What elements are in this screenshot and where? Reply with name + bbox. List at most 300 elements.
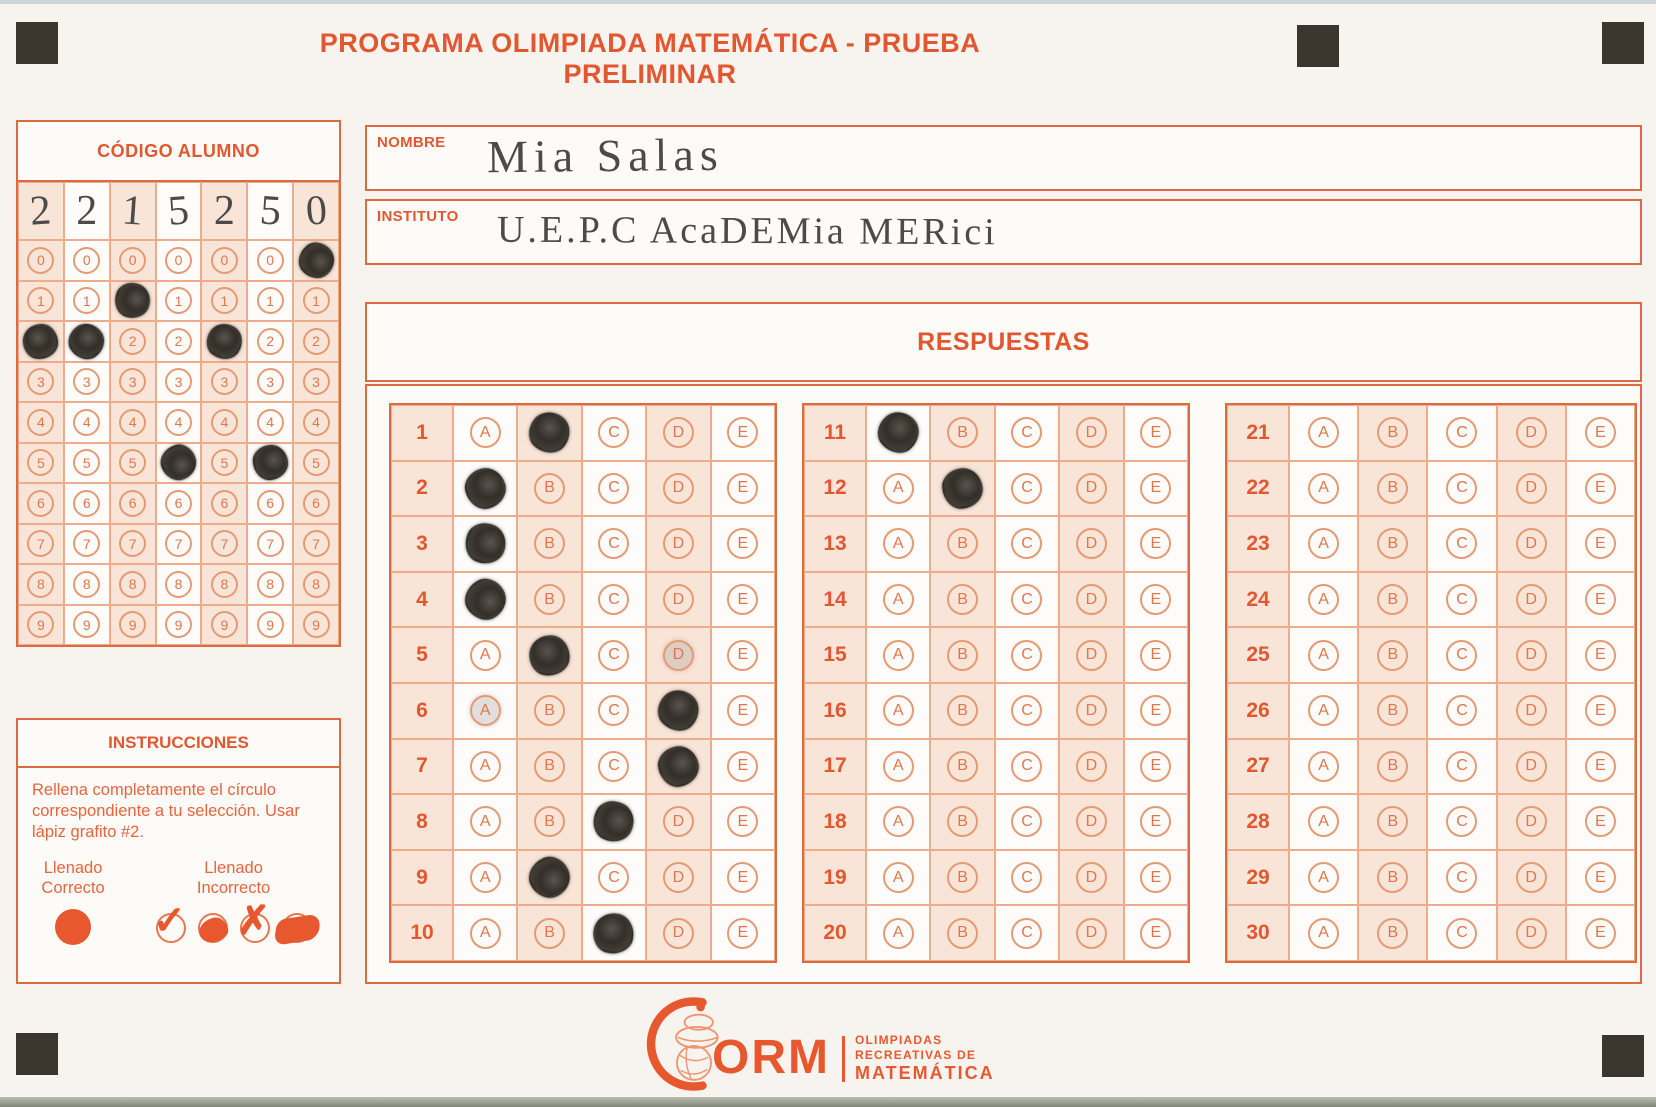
code-bubble-col1-digit-5[interactable]: 5 — [27, 449, 54, 476]
answer-bubble-q29-D[interactable]: D — [1516, 862, 1547, 893]
answer-bubble-q14-C[interactable]: C — [1011, 584, 1042, 615]
answer-bubble-q4-D[interactable]: D — [663, 584, 694, 615]
answer-bubble-q11-A[interactable] — [870, 404, 927, 461]
answer-bubble-q12-B[interactable] — [940, 466, 984, 510]
answer-bubble-q6-B[interactable]: B — [534, 695, 565, 726]
answer-bubble-q30-A[interactable]: A — [1308, 918, 1339, 949]
answer-cell-q5-E — [711, 627, 775, 683]
question-number: 11 — [804, 405, 866, 461]
answer-bubble-q19-B[interactable]: B — [947, 862, 978, 893]
code-bubble-col4-digit-3[interactable]: 3 — [165, 368, 192, 395]
code-grid-cell — [201, 524, 247, 565]
answer-bubble-q1-B[interactable] — [521, 405, 577, 461]
answer-cell-q16-A — [866, 683, 930, 739]
answer-bubble-q28-E[interactable]: E — [1585, 806, 1616, 837]
code-bubble-col7-digit-8[interactable]: 8 — [303, 571, 330, 598]
code-bubble-col1-digit-1[interactable]: 1 — [27, 287, 54, 314]
answer-bubble-q5-E[interactable]: E — [727, 640, 758, 671]
code-grid-cell — [18, 443, 64, 484]
answer-bubble-q23-C[interactable]: C — [1446, 528, 1477, 559]
code-grid-cell — [156, 362, 202, 403]
code-bubble-col2-digit-9[interactable]: 9 — [73, 611, 100, 638]
code-bubble-col7-digit-2[interactable]: 2 — [303, 328, 330, 355]
code-bubble-col4-digit-5[interactable] — [156, 440, 201, 485]
code-grid-cell — [64, 281, 110, 322]
code-bubble-col1-digit-0[interactable]: 0 — [27, 247, 54, 274]
answer-bubble-q29-C[interactable]: C — [1446, 862, 1477, 893]
answer-bubble-q10-A[interactable]: A — [470, 918, 501, 949]
code-bubble-col6-digit-5[interactable] — [251, 444, 289, 482]
answer-cell-q16-E — [1124, 683, 1188, 739]
question-number: 23 — [1227, 516, 1289, 572]
registration-mark-top-left — [16, 22, 58, 64]
answer-cell-q14-C — [995, 572, 1059, 628]
answer-bubble-q6-C[interactable]: C — [598, 695, 629, 726]
answer-bubble-q22-E[interactable]: E — [1585, 473, 1616, 504]
answer-bubble-q29-B[interactable]: B — [1377, 862, 1408, 893]
answer-bubble-q13-E[interactable]: E — [1140, 528, 1171, 559]
answer-bubble-q13-C[interactable]: C — [1011, 528, 1042, 559]
answer-bubble-q18-B[interactable]: B — [947, 806, 978, 837]
answer-bubble-q7-D[interactable] — [655, 743, 702, 790]
answer-bubble-q26-C[interactable]: C — [1446, 695, 1477, 726]
code-bubble-col3-digit-0[interactable]: 0 — [119, 247, 146, 274]
code-grid-cell — [110, 362, 156, 403]
answer-cell-q19-C — [995, 850, 1059, 906]
answer-bubble-q19-C[interactable]: C — [1011, 862, 1042, 893]
code-bubble-col1-digit-7[interactable]: 7 — [27, 530, 54, 557]
answer-bubble-q27-B[interactable]: B — [1377, 751, 1408, 782]
answer-bubble-q27-D[interactable]: D — [1516, 751, 1547, 782]
incorrect-icons-row — [152, 898, 316, 947]
answer-bubble-q21-A[interactable]: A — [1308, 417, 1339, 448]
question-number: 28 — [1227, 794, 1289, 850]
answer-bubble-q24-D[interactable]: D — [1516, 584, 1547, 615]
incorrect-label-line2: Incorrecto — [196, 879, 271, 898]
code-grid-cell — [110, 281, 156, 322]
answer-bubble-q7-B[interactable]: B — [534, 751, 565, 782]
answer-bubble-q1-E[interactable]: E — [727, 417, 758, 448]
code-grid-cell — [293, 564, 339, 605]
code-bubble-col7-digit-1[interactable]: 1 — [303, 287, 330, 314]
code-grid-cell — [156, 524, 202, 565]
answer-bubble-q5-A[interactable]: A — [470, 640, 501, 671]
answer-bubble-q5-B[interactable] — [528, 633, 572, 677]
answer-bubble-q1-D[interactable]: D — [663, 417, 694, 448]
answer-bubble-q4-C[interactable]: C — [598, 584, 629, 615]
code-bubble-col2-digit-0[interactable]: 0 — [73, 247, 100, 274]
answer-bubble-q15-D[interactable]: D — [1076, 640, 1107, 671]
answer-bubble-q27-C[interactable]: C — [1446, 751, 1477, 782]
answer-bubble-q12-D[interactable]: D — [1076, 473, 1107, 504]
answer-bubble-q24-C[interactable]: C — [1446, 584, 1477, 615]
code-bubble-col4-digit-4[interactable]: 4 — [165, 409, 192, 436]
code-bubble-col2-digit-4[interactable]: 4 — [73, 409, 100, 436]
question-number: 15 — [804, 627, 866, 683]
code-grid-cell — [247, 564, 293, 605]
code-bubble-col4-digit-6[interactable]: 6 — [165, 490, 192, 517]
code-grid-cell — [18, 240, 64, 281]
code-bubble-col2-digit-7[interactable]: 7 — [73, 530, 100, 557]
answer-bubble-q1-A[interactable]: A — [470, 417, 501, 448]
answer-bubble-q10-B[interactable]: B — [534, 918, 565, 949]
code-bubble-col1-digit-4[interactable]: 4 — [27, 409, 54, 436]
code-bubble-col5-digit-1[interactable]: 1 — [211, 287, 238, 314]
code-bubble-col6-digit-4[interactable]: 4 — [257, 409, 284, 436]
answer-cell-q15-B — [930, 627, 994, 683]
answer-bubble-q15-A[interactable]: A — [883, 640, 914, 671]
answer-bubble-q2-C[interactable]: C — [598, 473, 629, 504]
answer-bubble-q15-B[interactable]: B — [947, 640, 978, 671]
answer-bubble-q28-B[interactable]: B — [1377, 806, 1408, 837]
answer-bubble-q3-B[interactable]: B — [534, 528, 565, 559]
answer-cell-q16-C — [995, 683, 1059, 739]
code-bubble-col3-digit-2[interactable]: 2 — [119, 328, 146, 355]
answer-bubble-q10-E[interactable]: E — [727, 918, 758, 949]
answer-bubble-q18-C[interactable]: C — [1011, 806, 1042, 837]
code-bubble-col7-digit-9[interactable]: 9 — [303, 611, 330, 638]
answer-bubble-q11-B[interactable]: B — [947, 417, 978, 448]
answer-bubble-q25-A[interactable]: A — [1308, 640, 1339, 671]
answer-bubble-q25-C[interactable]: C — [1446, 640, 1477, 671]
answer-bubble-q15-C[interactable]: C — [1011, 640, 1042, 671]
answer-bubble-q9-A[interactable]: A — [470, 862, 501, 893]
answer-cell-q7-C — [582, 739, 646, 795]
answer-bubble-q6-A[interactable]: A — [470, 695, 501, 726]
answer-bubble-q2-B[interactable]: B — [534, 473, 565, 504]
answer-cell-q26-C — [1427, 683, 1496, 739]
answer-bubble-q9-C[interactable]: C — [598, 862, 629, 893]
scan-edge-top — [0, 0, 1656, 4]
code-bubble-col1-digit-8[interactable]: 8 — [27, 571, 54, 598]
answer-bubble-q26-D[interactable]: D — [1516, 695, 1547, 726]
answer-bubble-q26-A[interactable]: A — [1308, 695, 1339, 726]
answer-cell-q8-E — [711, 794, 775, 850]
answer-bubble-q18-D[interactable]: D — [1076, 806, 1107, 837]
code-grid-cell — [201, 362, 247, 403]
code-bubble-col3-digit-8[interactable]: 8 — [119, 571, 146, 598]
code-bubble-col6-digit-1[interactable]: 1 — [257, 287, 284, 314]
code-bubble-col4-digit-9[interactable]: 9 — [165, 611, 192, 638]
answer-bubble-q18-E[interactable]: E — [1140, 806, 1171, 837]
answer-bubble-q21-B[interactable]: B — [1377, 417, 1408, 448]
code-written-digit-cell — [18, 182, 64, 240]
code-grid-cell — [201, 483, 247, 524]
answer-bubble-q14-B[interactable]: B — [947, 584, 978, 615]
code-bubble-col3-digit-6[interactable]: 6 — [119, 490, 146, 517]
question-number: 24 — [1227, 572, 1289, 628]
answer-cell-q17-A — [866, 739, 930, 795]
answer-bubble-q7-A[interactable]: A — [470, 751, 501, 782]
answer-bubble-q22-A[interactable]: A — [1308, 473, 1339, 504]
answer-cell-q7-D — [646, 739, 710, 795]
code-bubble-col7-digit-0[interactable] — [291, 235, 341, 285]
answer-bubble-q23-A[interactable]: A — [1308, 528, 1339, 559]
answer-cell-q22-D — [1497, 461, 1566, 517]
answer-bubble-q16-C[interactable]: C — [1011, 695, 1042, 726]
answer-bubble-q24-E[interactable]: E — [1585, 584, 1616, 615]
question-number: 19 — [804, 850, 866, 906]
answer-bubble-q16-A[interactable]: A — [883, 695, 914, 726]
answer-bubble-q8-B[interactable]: B — [534, 806, 565, 837]
answer-bubble-q12-C[interactable]: C — [1011, 473, 1042, 504]
answer-bubble-q22-C[interactable]: C — [1446, 473, 1477, 504]
answer-bubble-q20-A[interactable]: A — [883, 918, 914, 949]
answer-bubble-q12-E[interactable]: E — [1140, 473, 1171, 504]
code-bubble-col3-digit-4[interactable]: 4 — [119, 409, 146, 436]
answer-cell-q25-B — [1358, 627, 1427, 683]
answer-bubble-q2-A[interactable] — [460, 463, 510, 513]
answer-bubble-q15-E[interactable]: E — [1140, 640, 1171, 671]
answer-bubble-q21-C[interactable]: C — [1446, 417, 1477, 448]
code-bubble-col1-digit-6[interactable]: 6 — [27, 490, 54, 517]
question-number: 3 — [391, 516, 453, 572]
code-bubble-col6-digit-7[interactable]: 7 — [257, 530, 284, 557]
answer-bubble-q14-D[interactable]: D — [1076, 584, 1107, 615]
code-bubble-col5-digit-9[interactable]: 9 — [211, 611, 238, 638]
answer-cell-q27-E — [1566, 739, 1635, 795]
code-grid-cell — [293, 281, 339, 322]
tagline-line2: RECREATIVAS DE — [854, 1048, 977, 1063]
answer-bubble-q17-C[interactable]: C — [1011, 751, 1042, 782]
code-bubble-col5-digit-8[interactable]: 8 — [211, 571, 238, 598]
code-grid-cell — [64, 321, 110, 362]
answer-bubble-q13-D[interactable]: D — [1076, 528, 1107, 559]
code-bubble-col7-digit-3[interactable]: 3 — [303, 368, 330, 395]
answer-bubble-q20-E[interactable]: E — [1140, 918, 1171, 949]
code-grid-cell — [64, 524, 110, 565]
code-bubble-col2-digit-2[interactable] — [62, 317, 111, 366]
code-bubble-col1-digit-2[interactable] — [23, 324, 58, 359]
answer-bubble-q26-B[interactable]: B — [1377, 695, 1408, 726]
answer-bubble-q16-D[interactable]: D — [1076, 695, 1107, 726]
answer-bubble-q28-C[interactable]: C — [1446, 806, 1477, 837]
answer-bubble-q11-E[interactable]: E — [1140, 417, 1171, 448]
answer-bubble-q14-E[interactable]: E — [1140, 584, 1171, 615]
answer-bubble-q19-E[interactable]: E — [1140, 862, 1171, 893]
answer-bubble-q13-A[interactable]: A — [883, 528, 914, 559]
code-bubble-col5-digit-5[interactable]: 5 — [211, 449, 238, 476]
answer-cell-q17-E — [1124, 739, 1188, 795]
code-bubble-col5-digit-3[interactable]: 3 — [211, 368, 238, 395]
question-number: 21 — [1227, 405, 1289, 461]
code-bubble-col3-digit-9[interactable]: 9 — [119, 611, 146, 638]
code-bubble-col6-digit-8[interactable]: 8 — [257, 571, 284, 598]
code-bubble-col3-digit-5[interactable]: 5 — [119, 449, 146, 476]
code-grid-cell — [247, 402, 293, 443]
code-bubble-col5-digit-4[interactable]: 4 — [211, 409, 238, 436]
answer-bubble-q4-A[interactable] — [457, 572, 513, 628]
answer-bubble-q8-A[interactable]: A — [470, 806, 501, 837]
code-grid-cell — [293, 605, 339, 646]
code-grid-cell — [156, 564, 202, 605]
answer-cell-q19-E — [1124, 850, 1188, 906]
code-bubble-col2-digit-1[interactable]: 1 — [73, 287, 100, 314]
answer-bubble-q28-A[interactable]: A — [1308, 806, 1339, 837]
answer-bubble-q25-E[interactable]: E — [1585, 640, 1616, 671]
answer-bubble-q25-D[interactable]: D — [1516, 640, 1547, 671]
answer-bubble-q4-B[interactable]: B — [534, 584, 565, 615]
answer-cell-q20-A — [866, 905, 930, 961]
answer-bubble-q22-B[interactable]: B — [1377, 473, 1408, 504]
code-grid-cell — [156, 443, 202, 484]
answer-cell-q15-D — [1059, 627, 1123, 683]
answer-cell-q9-D — [646, 850, 710, 906]
answer-bubble-q5-D[interactable]: D — [663, 640, 694, 671]
instructions-title: INSTRUCCIONES — [18, 720, 339, 768]
code-bubble-col2-digit-6[interactable]: 6 — [73, 490, 100, 517]
answer-bubble-q23-B[interactable]: B — [1377, 528, 1408, 559]
code-grid-cell — [156, 240, 202, 281]
answer-bubble-q4-E[interactable]: E — [727, 584, 758, 615]
answer-bubble-q19-A[interactable]: A — [883, 862, 914, 893]
answer-bubble-q9-D[interactable]: D — [663, 862, 694, 893]
answer-bubble-q8-D[interactable]: D — [663, 806, 694, 837]
answer-cell-q22-A — [1289, 461, 1358, 517]
answer-bubble-q5-C[interactable]: C — [598, 640, 629, 671]
answer-bubble-q24-B[interactable]: B — [1377, 584, 1408, 615]
code-bubble-col6-digit-3[interactable]: 3 — [257, 368, 284, 395]
answer-bubble-q23-E[interactable]: E — [1585, 528, 1616, 559]
answer-bubble-q1-C[interactable]: C — [598, 417, 629, 448]
code-bubble-col2-digit-5[interactable]: 5 — [73, 449, 100, 476]
code-bubble-col2-digit-3[interactable]: 3 — [73, 368, 100, 395]
scribble-circle-icon — [278, 909, 316, 947]
code-bubble-col7-digit-6[interactable]: 6 — [303, 490, 330, 517]
code-bubble-col2-digit-8[interactable]: 8 — [73, 571, 100, 598]
answer-bubble-q22-D[interactable]: D — [1516, 473, 1547, 504]
code-bubble-col3-digit-1[interactable] — [111, 279, 154, 322]
answer-bubble-q29-E[interactable]: E — [1585, 862, 1616, 893]
answer-bubble-q3-E[interactable]: E — [727, 528, 758, 559]
question-number: 20 — [804, 905, 866, 961]
code-bubble-col4-digit-8[interactable]: 8 — [165, 571, 192, 598]
code-bubble-col3-digit-7[interactable]: 7 — [119, 530, 146, 557]
answer-bubble-q10-D[interactable]: D — [663, 918, 694, 949]
code-bubble-col4-digit-0[interactable]: 0 — [165, 247, 192, 274]
answer-bubble-q27-A[interactable]: A — [1308, 751, 1339, 782]
answer-bubble-q9-B[interactable] — [522, 850, 576, 904]
answer-bubble-q11-D[interactable]: D — [1076, 417, 1107, 448]
answer-bubble-q16-E[interactable]: E — [1140, 695, 1171, 726]
code-bubble-col5-digit-7[interactable]: 7 — [211, 530, 238, 557]
code-bubble-col3-digit-3[interactable]: 3 — [119, 368, 146, 395]
answer-bubble-q20-B[interactable]: B — [947, 918, 978, 949]
nombre-field[interactable] — [365, 125, 1642, 191]
answer-bubble-q27-E[interactable]: E — [1585, 751, 1616, 782]
answer-bubble-q7-E[interactable]: E — [727, 751, 758, 782]
answer-bubble-q14-A[interactable]: A — [883, 584, 914, 615]
code-grid-cell — [18, 483, 64, 524]
code-bubble-col5-digit-2[interactable] — [200, 317, 248, 365]
instituto-field[interactable] — [365, 199, 1642, 265]
answer-bubble-q8-E[interactable]: E — [727, 806, 758, 837]
answer-bubble-q30-B[interactable]: B — [1377, 918, 1408, 949]
answer-cell-q11-A — [866, 405, 930, 461]
code-grid-cell — [247, 605, 293, 646]
answer-bubble-q20-D[interactable]: D — [1076, 918, 1107, 949]
answer-bubble-q11-C[interactable]: C — [1011, 417, 1042, 448]
registration-mark-bottom-left — [16, 1033, 58, 1075]
code-bubble-col6-digit-9[interactable]: 9 — [257, 611, 284, 638]
answer-bubble-q26-E[interactable]: E — [1585, 695, 1616, 726]
answer-bubble-q30-C[interactable]: C — [1446, 918, 1477, 949]
answer-bubble-q21-E[interactable]: E — [1585, 417, 1616, 448]
code-bubble-col4-digit-7[interactable]: 7 — [165, 530, 192, 557]
code-bubble-col1-digit-9[interactable]: 9 — [27, 611, 54, 638]
code-grid-cell — [293, 321, 339, 362]
answer-bubble-q21-D[interactable]: D — [1516, 417, 1547, 448]
answer-cell-q25-C — [1427, 627, 1496, 683]
answer-bubble-q24-A[interactable]: A — [1308, 584, 1339, 615]
code-bubble-col6-digit-6[interactable]: 6 — [257, 490, 284, 517]
code-bubble-col1-digit-3[interactable]: 3 — [27, 368, 54, 395]
code-grid-cell — [247, 524, 293, 565]
code-bubble-col6-digit-2[interactable]: 2 — [257, 328, 284, 355]
code-grid-cell — [18, 524, 64, 565]
answer-cell-q28-D — [1497, 794, 1566, 850]
handwritten-digit: 1 — [120, 187, 145, 235]
answer-bubble-q8-C[interactable] — [587, 795, 641, 849]
answer-bubble-q18-A[interactable]: A — [883, 806, 914, 837]
code-grid-cell — [201, 605, 247, 646]
answer-bubble-q30-E[interactable]: E — [1585, 918, 1616, 949]
answer-cell-q22-E — [1566, 461, 1635, 517]
answer-bubble-q17-B[interactable]: B — [947, 751, 978, 782]
answer-bubble-q29-A[interactable]: A — [1308, 862, 1339, 893]
answer-bubble-q12-A[interactable]: A — [883, 473, 914, 504]
code-bubble-col7-digit-5[interactable]: 5 — [303, 449, 330, 476]
cross-circle-icon: ✗ — [236, 898, 271, 943]
answer-bubble-q16-B[interactable]: B — [947, 695, 978, 726]
answer-bubble-q13-B[interactable]: B — [947, 528, 978, 559]
answer-bubble-q3-A[interactable] — [459, 518, 511, 570]
code-bubble-col4-digit-1[interactable]: 1 — [165, 287, 192, 314]
answer-cell-q5-A — [453, 627, 517, 683]
answer-bubble-q25-B[interactable]: B — [1377, 640, 1408, 671]
answer-bubble-q6-D[interactable] — [650, 682, 707, 739]
answer-bubble-q20-C[interactable]: C — [1011, 918, 1042, 949]
answer-bubble-q17-A[interactable]: A — [883, 751, 914, 782]
answer-bubble-q10-C[interactable] — [591, 910, 638, 957]
answer-cell-q10-B — [517, 905, 581, 961]
answer-cell-q15-E — [1124, 627, 1188, 683]
code-bubble-col5-digit-6[interactable]: 6 — [211, 490, 238, 517]
code-bubble-col6-digit-0[interactable]: 0 — [257, 247, 284, 274]
code-bubble-col7-digit-7[interactable]: 7 — [303, 530, 330, 557]
code-bubble-col5-digit-0[interactable]: 0 — [211, 247, 238, 274]
code-bubble-col4-digit-2[interactable]: 2 — [165, 328, 192, 355]
answer-bubble-q7-C[interactable]: C — [598, 751, 629, 782]
answer-bubble-q6-E[interactable]: E — [727, 695, 758, 726]
answer-bubble-q30-D[interactable]: D — [1516, 918, 1547, 949]
answer-bubble-q17-E[interactable]: E — [1140, 751, 1171, 782]
code-bubble-col7-digit-4[interactable]: 4 — [303, 409, 330, 436]
answer-bubble-q3-D[interactable]: D — [663, 528, 694, 559]
answer-bubble-q3-C[interactable]: C — [598, 528, 629, 559]
answer-cell-q11-E — [1124, 405, 1188, 461]
question-number: 12 — [804, 461, 866, 517]
answer-bubble-q2-D[interactable]: D — [663, 473, 694, 504]
answer-cell-q22-B — [1358, 461, 1427, 517]
answer-bubble-q2-E[interactable]: E — [727, 473, 758, 504]
answer-bubble-q19-D[interactable]: D — [1076, 862, 1107, 893]
answer-bubble-q28-D[interactable]: D — [1516, 806, 1547, 837]
answer-bubble-q23-D[interactable]: D — [1516, 528, 1547, 559]
question-number: 22 — [1227, 461, 1289, 517]
answer-bubble-q9-E[interactable]: E — [727, 862, 758, 893]
answer-bubble-q17-D[interactable]: D — [1076, 751, 1107, 782]
